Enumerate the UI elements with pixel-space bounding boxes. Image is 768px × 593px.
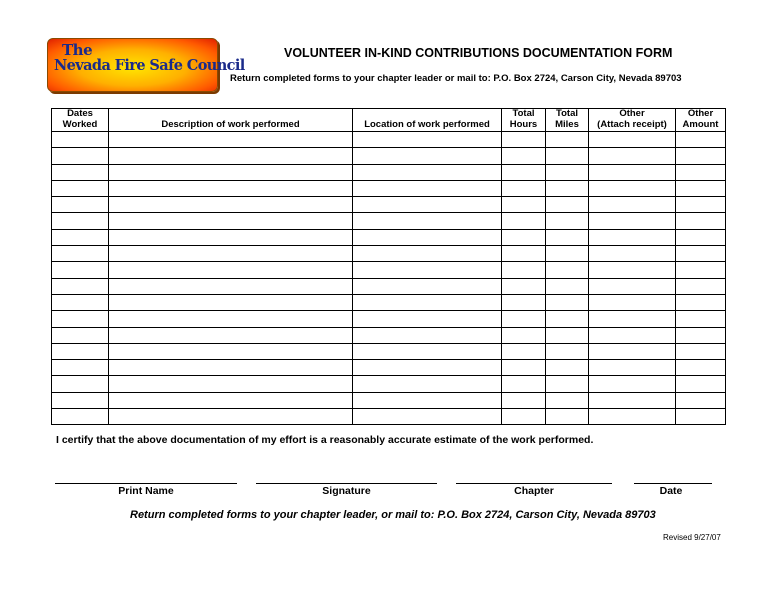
table-cell[interactable]	[353, 213, 502, 229]
table-cell[interactable]	[109, 262, 353, 278]
table-cell[interactable]	[676, 392, 726, 408]
chapter-label: Chapter	[514, 485, 554, 497]
table-cell[interactable]	[676, 311, 726, 327]
table-row	[52, 148, 726, 164]
table-cell[interactable]	[589, 409, 676, 425]
table-cell[interactable]	[589, 392, 676, 408]
table-cell[interactable]	[589, 213, 676, 229]
table-cell[interactable]	[502, 409, 546, 425]
table-cell[interactable]	[589, 229, 676, 245]
table-cell[interactable]	[109, 360, 353, 376]
print-name-label: Print Name	[118, 485, 174, 497]
table-cell[interactable]	[52, 132, 109, 148]
table-cell[interactable]	[502, 180, 546, 196]
table-cell[interactable]	[109, 229, 353, 245]
table-cell[interactable]	[502, 197, 546, 213]
table-cell[interactable]	[353, 229, 502, 245]
contributions-table	[51, 108, 726, 425]
table-cell[interactable]	[546, 327, 589, 343]
table-cell[interactable]	[502, 327, 546, 343]
table-cell[interactable]	[546, 132, 589, 148]
table-cell[interactable]	[589, 376, 676, 392]
table-cell[interactable]	[353, 392, 502, 408]
table-cell[interactable]	[353, 180, 502, 196]
table-cell[interactable]	[502, 278, 546, 294]
table-cell[interactable]	[589, 148, 676, 164]
signature-line[interactable]	[256, 483, 437, 484]
table-row	[52, 197, 726, 213]
table-cell[interactable]	[546, 197, 589, 213]
table-cell[interactable]	[589, 278, 676, 294]
table-cell[interactable]	[52, 376, 109, 392]
table-row	[52, 327, 726, 343]
table-cell[interactable]	[52, 278, 109, 294]
table-cell[interactable]	[353, 197, 502, 213]
logo-name-text: Nevada Fire Safe Council	[54, 57, 245, 74]
certification-statement: I certify that the above documentation of my effort is a reasonably accurate estimate of the work performed.	[56, 434, 594, 446]
table-cell[interactable]	[589, 262, 676, 278]
table-cell[interactable]	[109, 132, 353, 148]
table-cell[interactable]	[502, 132, 546, 148]
table-cell[interactable]	[502, 294, 546, 310]
table-cell[interactable]	[589, 360, 676, 376]
table-body	[52, 132, 726, 425]
column-header-dates-worked: Dates Worked	[52, 109, 109, 132]
date-line[interactable]	[634, 483, 712, 484]
table-cell[interactable]	[546, 262, 589, 278]
table-cell[interactable]	[546, 294, 589, 310]
table-cell[interactable]	[676, 148, 726, 164]
table-cell[interactable]	[676, 180, 726, 196]
table-cell[interactable]	[546, 392, 589, 408]
table-cell[interactable]	[109, 327, 353, 343]
table-cell[interactable]	[52, 148, 109, 164]
table-cell[interactable]	[502, 360, 546, 376]
table-cell[interactable]	[589, 164, 676, 180]
table-cell[interactable]	[52, 360, 109, 376]
column-header-other-amount: Other Amount	[676, 109, 726, 132]
table-cell[interactable]	[589, 246, 676, 262]
table-cell[interactable]	[353, 360, 502, 376]
table-cell[interactable]	[589, 311, 676, 327]
revision-date: Revised 9/27/07	[663, 533, 721, 542]
chapter-line[interactable]	[456, 483, 612, 484]
table-cell[interactable]	[546, 311, 589, 327]
table-row	[52, 180, 726, 196]
table-cell[interactable]	[109, 180, 353, 196]
table-row	[52, 392, 726, 408]
table-row	[52, 262, 726, 278]
logo-the-text: The	[62, 41, 93, 59]
table-cell[interactable]	[676, 197, 726, 213]
table-cell[interactable]	[109, 164, 353, 180]
table-cell[interactable]	[353, 164, 502, 180]
table-cell[interactable]	[353, 311, 502, 327]
table-cell[interactable]	[546, 278, 589, 294]
table-cell[interactable]	[109, 148, 353, 164]
table-cell[interactable]	[546, 180, 589, 196]
table-header-row	[52, 109, 726, 132]
column-header-location: Location of work performed	[353, 109, 502, 132]
table-cell[interactable]	[109, 278, 353, 294]
table-row	[52, 311, 726, 327]
table-row	[52, 132, 726, 148]
table-cell[interactable]	[52, 229, 109, 245]
table-cell[interactable]	[109, 343, 353, 359]
table-cell[interactable]	[353, 376, 502, 392]
table-cell[interactable]	[109, 392, 353, 408]
table-cell[interactable]	[676, 132, 726, 148]
table-cell[interactable]	[353, 409, 502, 425]
table-cell[interactable]	[546, 229, 589, 245]
nevada-fire-safe-council-logo	[47, 38, 245, 92]
table-cell[interactable]	[52, 213, 109, 229]
table-cell[interactable]	[676, 278, 726, 294]
table-cell[interactable]	[353, 148, 502, 164]
table-cell[interactable]	[676, 213, 726, 229]
table-cell[interactable]	[52, 294, 109, 310]
table-cell[interactable]	[109, 376, 353, 392]
table-cell[interactable]	[546, 409, 589, 425]
table-cell[interactable]	[502, 392, 546, 408]
table-row	[52, 213, 726, 229]
column-header-total-miles: Total Miles	[546, 109, 589, 132]
table-cell[interactable]	[676, 262, 726, 278]
table-cell[interactable]	[502, 229, 546, 245]
table-cell[interactable]	[502, 164, 546, 180]
table-cell[interactable]	[502, 376, 546, 392]
table-cell[interactable]	[589, 327, 676, 343]
table-cell[interactable]	[52, 246, 109, 262]
table-cell[interactable]	[109, 409, 353, 425]
table-cell[interactable]	[109, 246, 353, 262]
print-name-line[interactable]	[55, 483, 237, 484]
table-cell[interactable]	[52, 164, 109, 180]
table-row	[52, 376, 726, 392]
table-cell[interactable]	[353, 262, 502, 278]
table-cell[interactable]	[589, 343, 676, 359]
table-cell[interactable]	[546, 164, 589, 180]
table-row	[52, 278, 726, 294]
table-cell[interactable]	[52, 409, 109, 425]
table-cell[interactable]	[109, 294, 353, 310]
table-row	[52, 229, 726, 245]
table-cell[interactable]	[676, 327, 726, 343]
table-cell[interactable]	[546, 246, 589, 262]
table-cell[interactable]	[676, 294, 726, 310]
table-cell[interactable]	[676, 343, 726, 359]
column-header-other-receipt: Other (Attach receipt)	[589, 109, 676, 132]
table-cell[interactable]	[502, 148, 546, 164]
table-cell[interactable]	[52, 197, 109, 213]
table-cell[interactable]	[546, 148, 589, 164]
table-row	[52, 360, 726, 376]
table-cell[interactable]	[546, 213, 589, 229]
table-cell[interactable]	[52, 327, 109, 343]
table-cell[interactable]	[52, 262, 109, 278]
table-cell[interactable]	[353, 278, 502, 294]
table-cell[interactable]	[589, 180, 676, 196]
table-row	[52, 246, 726, 262]
table-cell[interactable]	[502, 262, 546, 278]
table-cell[interactable]	[502, 311, 546, 327]
date-label: Date	[659, 485, 683, 497]
table-cell[interactable]	[109, 311, 353, 327]
table-cell[interactable]	[676, 409, 726, 425]
return-instructions: Return completed forms to your chapter leader, or mail to: P.O. Box 2724, Carson City, Nevada 89703	[130, 509, 656, 521]
table-cell[interactable]	[353, 246, 502, 262]
table-cell[interactable]	[589, 132, 676, 148]
table-cell[interactable]	[676, 229, 726, 245]
table-cell[interactable]	[52, 343, 109, 359]
table-cell[interactable]	[676, 246, 726, 262]
table-cell[interactable]	[546, 376, 589, 392]
table-cell[interactable]	[52, 392, 109, 408]
table-row	[52, 343, 726, 359]
signature-label: Signature	[322, 485, 371, 497]
table-cell[interactable]	[353, 327, 502, 343]
table-cell[interactable]	[676, 360, 726, 376]
table-cell[interactable]	[353, 343, 502, 359]
table-cell[interactable]	[546, 343, 589, 359]
table-row	[52, 294, 726, 310]
table-cell[interactable]	[589, 197, 676, 213]
table-cell[interactable]	[502, 343, 546, 359]
table-cell[interactable]	[52, 180, 109, 196]
table-cell[interactable]	[589, 294, 676, 310]
table-cell[interactable]	[52, 311, 109, 327]
table-cell[interactable]	[502, 246, 546, 262]
table-cell[interactable]	[109, 213, 353, 229]
column-header-total-hours: Total Hours	[502, 109, 546, 132]
table-cell[interactable]	[502, 213, 546, 229]
table-cell[interactable]	[353, 132, 502, 148]
column-header-description: Description of work performed	[109, 109, 353, 132]
table-cell[interactable]	[676, 376, 726, 392]
table-cell[interactable]	[353, 294, 502, 310]
form-subtitle: Return completed forms to your chapter leader or mail to: P.O. Box 2724, Carson City, Nevada 89703	[230, 73, 682, 84]
table-row	[52, 164, 726, 180]
table-cell[interactable]	[546, 360, 589, 376]
table-row	[52, 409, 726, 425]
form-title: VOLUNTEER IN-KIND CONTRIBUTIONS DOCUMENTATION FORM	[284, 46, 673, 60]
table-cell[interactable]	[676, 164, 726, 180]
table-cell[interactable]	[109, 197, 353, 213]
